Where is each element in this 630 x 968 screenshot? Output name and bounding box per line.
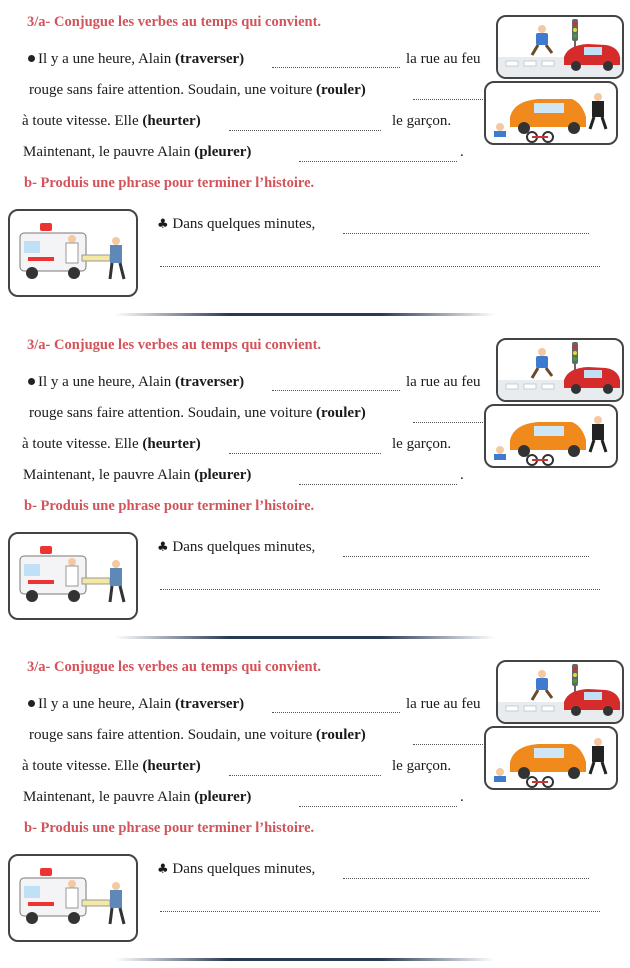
illustration-car-accident xyxy=(484,404,618,468)
bullet-icon xyxy=(28,378,35,385)
answer-blank-5[interactable] xyxy=(343,868,589,879)
divider-line xyxy=(115,313,495,316)
verb-heurter: (heurter) xyxy=(142,113,201,129)
exercise-title-b: b- Produis une phrase pour terminer l’histoire. xyxy=(24,498,315,514)
illustration-ambulance xyxy=(8,209,138,297)
answer-blank-2[interactable] xyxy=(413,734,493,745)
prompt-line: ♣ Dans quelques minutes, xyxy=(157,861,316,877)
ambulance-image xyxy=(10,211,136,295)
exercise-section xyxy=(0,323,630,646)
exercise-title-a: 3/a- Conjugue les verbes au temps qui convient. xyxy=(27,659,322,675)
sentence-line-1-end: la rue au feu xyxy=(406,51,481,67)
verb-traverser: (traverser) xyxy=(175,374,245,390)
bullet-icon xyxy=(28,55,35,62)
crossing-image xyxy=(498,662,622,722)
club-icon: ♣ xyxy=(157,540,169,555)
crossing-image xyxy=(498,17,622,77)
divider-line xyxy=(115,958,495,961)
answer-blank-1[interactable] xyxy=(272,57,400,68)
answer-blank-4[interactable] xyxy=(299,796,457,807)
sentence-line-1: Il y a une heure, Alain (traverser) xyxy=(28,51,244,68)
answer-blank-2[interactable] xyxy=(413,89,493,100)
sentence-line-4-end: . xyxy=(460,467,464,483)
illustration-boy-crossing xyxy=(496,338,624,402)
accident-image xyxy=(486,83,616,143)
illustration-ambulance xyxy=(8,532,138,620)
sentence-line-4: Maintenant, le pauvre Alain (pleurer) xyxy=(23,789,252,805)
illustration-ambulance xyxy=(8,854,138,942)
exercise-title-a: 3/a- Conjugue les verbes au temps qui convient. xyxy=(27,14,322,30)
exercise-title-b: b- Produis une phrase pour terminer l’histoire. xyxy=(24,820,315,836)
answer-blank-5[interactable] xyxy=(343,223,589,234)
answer-blank-1[interactable] xyxy=(272,702,400,713)
verb-traverser: (traverser) xyxy=(175,51,245,67)
verb-rouler: (rouler) xyxy=(316,82,366,98)
divider-line xyxy=(115,636,495,639)
club-icon: ♣ xyxy=(157,217,169,232)
exercise-title-b: b- Produis une phrase pour terminer l’histoire. xyxy=(24,175,315,191)
illustration-boy-crossing xyxy=(496,660,624,724)
sentence-line-4: Maintenant, le pauvre Alain (pleurer) xyxy=(23,144,252,160)
sentence-line-1: Il y a une heure, Alain (traverser) xyxy=(28,696,244,713)
sentence-line-1-end: la rue au feu xyxy=(406,374,481,390)
prompt-line: ♣ Dans quelques minutes, xyxy=(157,539,316,555)
club-icon: ♣ xyxy=(157,862,169,877)
answer-blank-4[interactable] xyxy=(299,474,457,485)
sentence-line-3: à toute vitesse. Elle (heurter) xyxy=(22,113,201,129)
verb-traverser: (traverser) xyxy=(175,696,245,712)
answer-blank-3[interactable] xyxy=(229,443,381,454)
illustration-car-accident xyxy=(484,81,618,145)
sentence-line-2: rouge sans faire attention. Soudain, une voiture (rouler) xyxy=(29,405,366,421)
answer-blank-3[interactable] xyxy=(229,765,381,776)
sentence-line-3-end: le garçon. xyxy=(392,113,452,129)
sentence-line-4: Maintenant, le pauvre Alain (pleurer) xyxy=(23,467,252,483)
accident-image xyxy=(486,406,616,466)
answer-blank-6[interactable] xyxy=(160,579,600,590)
accident-image xyxy=(486,728,616,788)
prompt-line: ♣ Dans quelques minutes, xyxy=(157,216,316,232)
answer-blank-4[interactable] xyxy=(299,151,457,162)
verb-pleurer: (pleurer) xyxy=(194,467,252,483)
illustration-boy-crossing xyxy=(496,15,624,79)
verb-pleurer: (pleurer) xyxy=(194,144,252,160)
exercise-section xyxy=(0,645,630,968)
bullet-icon xyxy=(28,700,35,707)
sentence-line-3: à toute vitesse. Elle (heurter) xyxy=(22,436,201,452)
sentence-line-3-end: le garçon. xyxy=(392,436,452,452)
sentence-line-1-end: la rue au feu xyxy=(406,696,481,712)
answer-blank-5[interactable] xyxy=(343,546,589,557)
sentence-line-1: Il y a une heure, Alain (traverser) xyxy=(28,374,244,391)
sentence-line-2: rouge sans faire attention. Soudain, une voiture (rouler) xyxy=(29,727,366,743)
verb-pleurer: (pleurer) xyxy=(194,789,252,805)
verb-rouler: (rouler) xyxy=(316,405,366,421)
answer-blank-6[interactable] xyxy=(160,256,600,267)
verb-heurter: (heurter) xyxy=(142,758,201,774)
ambulance-image xyxy=(10,856,136,940)
exercise-title-a: 3/a- Conjugue les verbes au temps qui convient. xyxy=(27,337,322,353)
sentence-line-4-end: . xyxy=(460,789,464,805)
answer-blank-6[interactable] xyxy=(160,901,600,912)
crossing-image xyxy=(498,340,622,400)
answer-blank-1[interactable] xyxy=(272,380,400,391)
verb-heurter: (heurter) xyxy=(142,436,201,452)
verb-rouler: (rouler) xyxy=(316,727,366,743)
exercise-section xyxy=(0,0,630,323)
answer-blank-2[interactable] xyxy=(413,412,493,423)
sentence-line-3: à toute vitesse. Elle (heurter) xyxy=(22,758,201,774)
illustration-car-accident xyxy=(484,726,618,790)
sentence-line-2: rouge sans faire attention. Soudain, une voiture (rouler) xyxy=(29,82,366,98)
sentence-line-4-end: . xyxy=(460,144,464,160)
sentence-line-3-end: le garçon. xyxy=(392,758,452,774)
ambulance-image xyxy=(10,534,136,618)
answer-blank-3[interactable] xyxy=(229,120,381,131)
